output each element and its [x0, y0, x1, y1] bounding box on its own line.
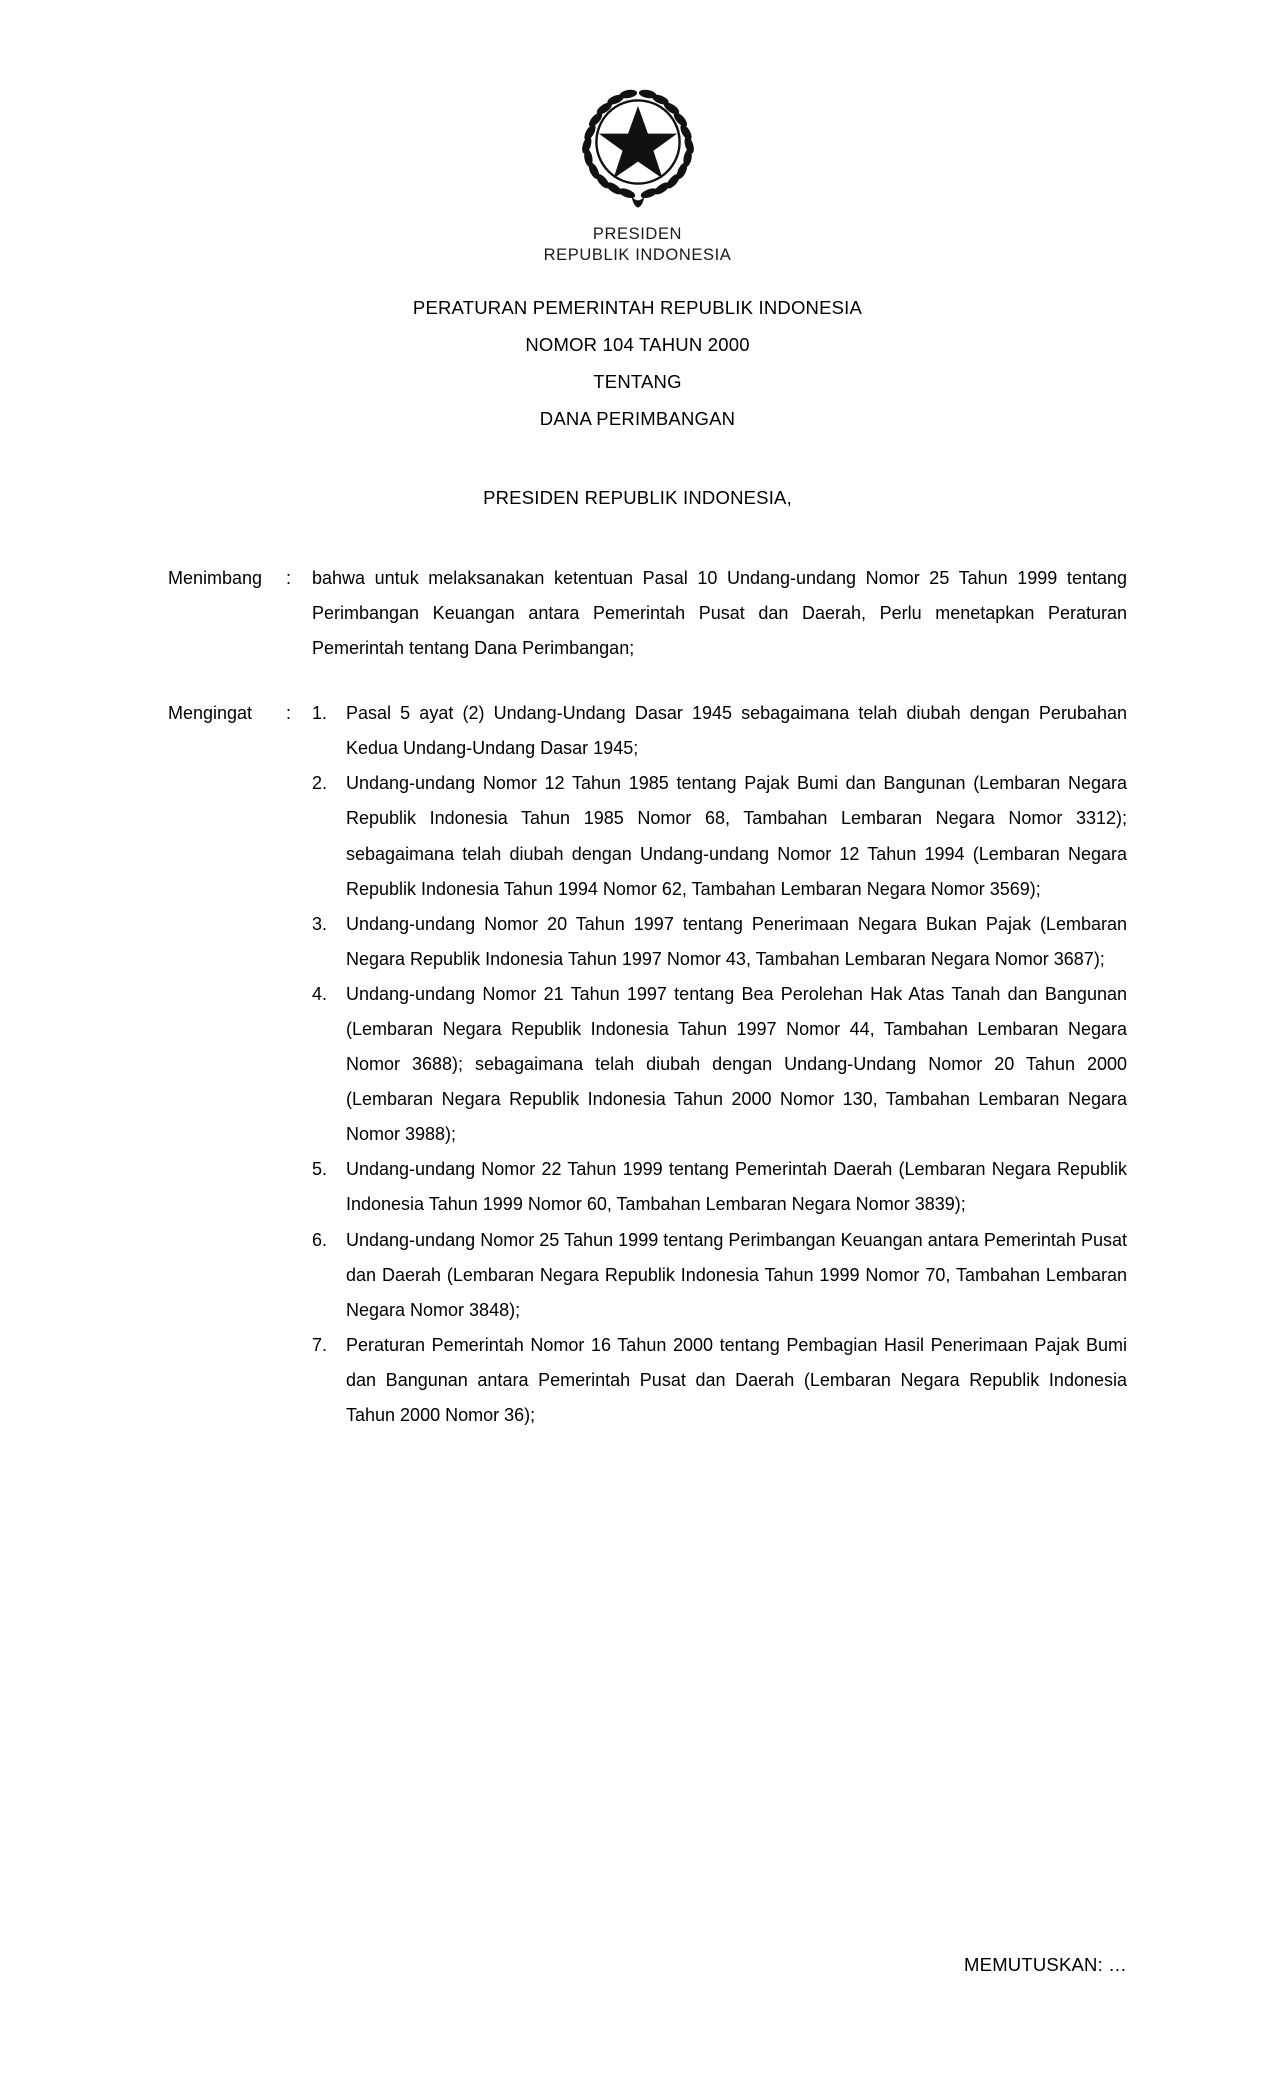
mengingat-list — [312, 696, 1127, 1433]
title-line-tentang: TENTANG — [593, 370, 682, 392]
document-body — [0, 561, 1275, 1433]
title-line-number: NOMOR 104 TAHUN 2000 — [525, 333, 750, 355]
clause-text-mengingat — [312, 696, 1127, 1433]
list-item: Peraturan Pemerintah Nomor 16 Tahun 2000 tentang Pembagian Hasil Penerimaan Pajak Bumi dan Bangunan antara Pemerintah Pusat dan Daerah (Lembaran Negara Republik Indonesia Tahun 2000 Nomor 36); — [346, 1334, 1127, 1426]
clause-colon-mengingat: : — [286, 703, 292, 724]
list-item: Undang-undang Nomor 25 Tahun 1999 tentang Perimbangan Keuangan antara Pemerintah Pusat dan Daerah (Lembaran Negara Republik Indonesia Tahun 1999 Nomor 70, Tambahan Lembaran Negara Nomor 3848); — [346, 1229, 1127, 1320]
emblem-caption — [544, 224, 732, 267]
issuer-line: PRESIDEN REPUBLIK INDONESIA, — [483, 486, 792, 508]
emblem-block — [0, 0, 1275, 267]
garuda-star-wreath-emblem — [558, 62, 718, 222]
clause-menimbang — [168, 561, 1127, 666]
clause-mengingat — [168, 696, 1127, 1433]
clause-colon-menimbang: : — [286, 567, 292, 588]
emblem-caption-line1: PRESIDEN — [592, 225, 683, 243]
emblem-caption-line2: REPUBLIK INDONESIA — [543, 246, 732, 265]
menimbang-paragraph: bahwa untuk melaksanakan ketentuan Pasal 10 Undang-undang Nomor 25 Tahun 1999 tentang Perimbangan Keuangan antara Pemerintah Pusat dan Daerah, Perlu menetapkan Peraturan Pemerintah tentang Dana Perimbangan; — [312, 567, 1127, 659]
title-line-subject: DANA PERIMBANGAN — [539, 407, 736, 429]
title-line-regulation: PERATURAN PEMERINTAH REPUBLIK INDONESIA — [412, 296, 863, 318]
list-item: Undang-undang Nomor 21 Tahun 1997 tentang Bea Perolehan Hak Atas Tanah dan Bangunan (Lembaran Negara Republik Indonesia Tahun 1997 Nomor 44, Tambahan Lembaran Negara Nomor 3688); sebagaimana telah diubah dengan Undang-Undang Nomor 20 Tahun 2000 (Lembaran Negara Republik Indonesia Tahun 2000 Nomor 130, Tambahan Lembaran Negara Nomor 3988); — [346, 983, 1127, 1145]
clause-label-menimbang: Menimbang — [168, 567, 263, 588]
continuation-note: MEMUTUSKAN: … — [964, 1954, 1127, 1975]
document-title-block — [0, 289, 1275, 437]
clause-text-menimbang — [312, 561, 1127, 666]
list-item: Undang-undang Nomor 20 Tahun 1997 tentang Penerimaan Negara Bukan Pajak (Lembaran Negara Republik Indonesia Tahun 1997 Nomor 43, Tambahan Lembaran Negara Nomor 3687); — [346, 913, 1127, 969]
list-item: Undang-undang Nomor 12 Tahun 1985 tentang Pajak Bumi dan Bangunan (Lembaran Negara Republik Indonesia Tahun 1985 Nomor 68, Tambahan Lembaran Negara Nomor 3312); sebagaimana telah diubah dengan Undang-undang Nomor 12 Tahun 1994 (Lembaran Negara Republik Indonesia Tahun 1994 Nomor 62, Tambahan Lembaran Negara Nomor 3569); — [346, 773, 1127, 899]
list-item: Undang-undang Nomor 22 Tahun 1999 tentang Pemerintah Daerah (Lembaran Negara Republik Indonesia Tahun 1999 Nomor 60, Tambahan Lembaran Negara Nomor 3839); — [346, 1159, 1127, 1215]
list-item: Pasal 5 ayat (2) Undang-Undang Dasar 1945 sebagaimana telah diubah dengan Perubahan Kedua Undang-Undang Dasar 1945; — [346, 703, 1127, 759]
clause-label-mengingat: Mengingat — [168, 703, 253, 724]
